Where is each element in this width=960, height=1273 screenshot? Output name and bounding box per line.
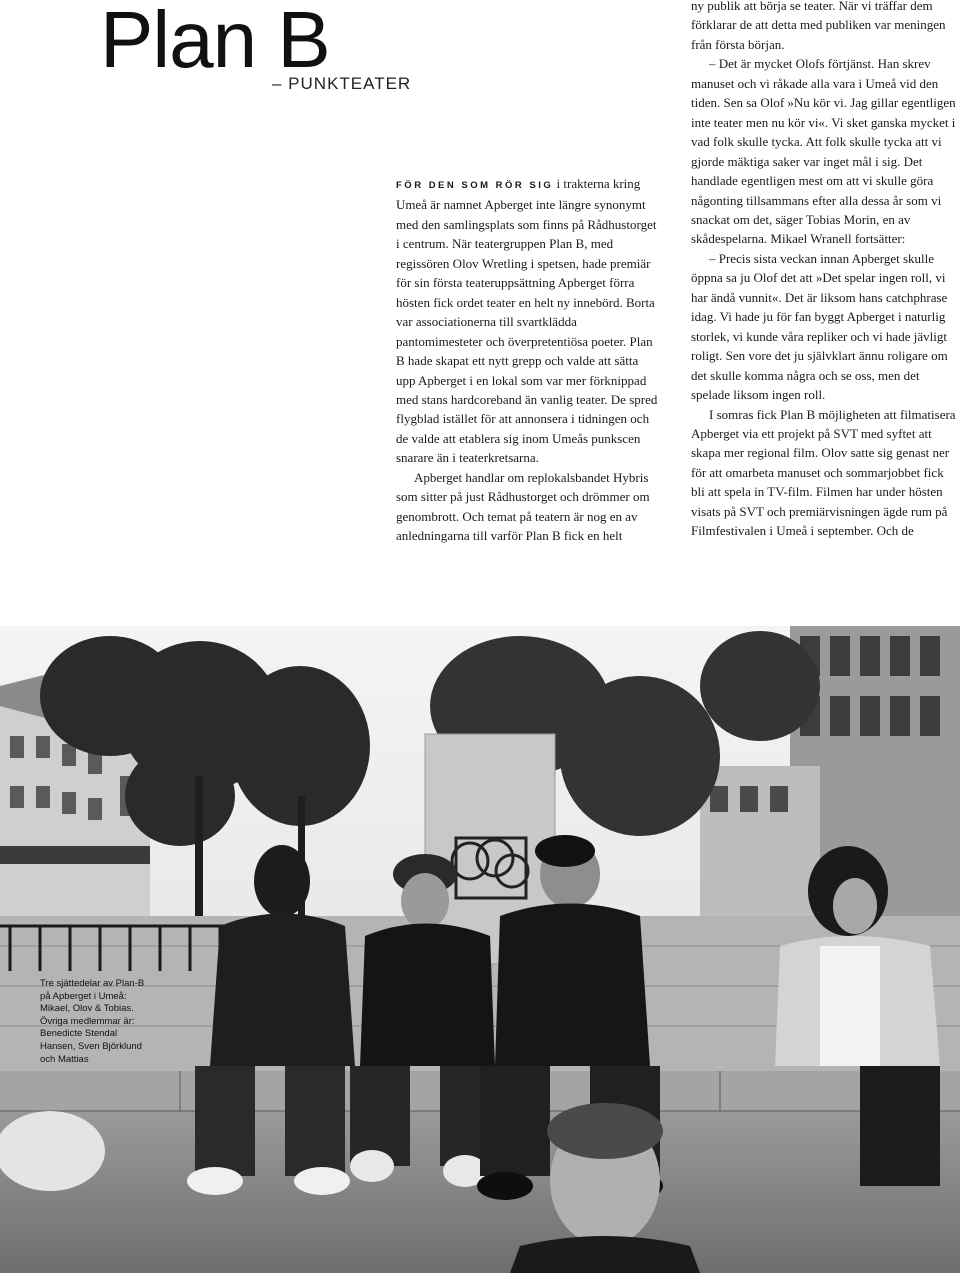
article-paragraph: – Det är mycket Olofs förtjänst. Han skrev manuset och vi råkade alla vara i Umeå vid den tiden. Sen sa Olof »Nu kör vi. Jag gillar egentligen inte teater men nu kör vi«. Vi sket ganska mycket i vad folk skulle tycka. Att folk skulle tycka att vi gjorde mäktiga saker var inget mål i sig. Det handlade egentligen mest om att vi skulle göra någonting tillsammans efter alla dessa år som vi snackat om det, säger Tobias Morin, en av skådespelarna. Mikael Wranell fortsätter: [691, 56, 956, 247]
page-title: Plan B [100, 0, 330, 84]
article-paragraph: Apberget handlar om replokalsbandet Hybris som sitter på just Rådhustorget och drömmer om genombrott. Och temat på teatern är nog en av anledningarna till varför Plan B fick en helt [396, 469, 650, 544]
paragraph-text: i trakterna kring Umeå är namnet Apberget inte längre synonymt med den samlingsplats som finns på Rådhustorget i centrum. När teatergruppen Plan B, med regissören Olov Wretling i spetsen, hade premiär för sin första teateruppsättning Apberget förra hösten fick ordet teater en helt ny innebörd. Borta var associationerna till svartklädda pantomimesteter och överpretentiösa poeter. Plan B hade skapat ett nytt grepp och valde att sätta upp Apberget i en lokal som var mer förknippad med stans hardcoreband än vanlig teater. De spred flygblad istället för att annonsera i tidningen och de valde att etablera sig inom Umeås punkscen snarare än i teaterkretsarna. [396, 176, 658, 466]
page-subtitle: – PUNKTEATER [272, 74, 412, 93]
article-column-middle [396, 174, 658, 546]
article-paragraph: – Precis sista veckan innan Apberget skulle öppna sa ju Olof det att »Det spelar ingen roll, vi har ändå vunnit«. Det är liksom hans catchphrase idag. Vi hade ju för fan byggt Apberget i naturlig storlek, vi kunde våra repliker och vi hade jävligt roligt. Sen vore det ju självklart ännu roligare om det skulle komma några och se oss, men det spelade liksom ingen roll. [691, 250, 948, 403]
article-paragraph: I somras fick Plan B möjligheten att filmatisera Apberget via ett projekt på SVT med syftet att skapa mer regional film. Olov satte sig genast ner för att omarbeta manuset och sommarjobbet fick bli att spela in TV-film. Filmen har under hösten visats på SVT och premiärvisningen ägde rum på Filmfestivalen i Umeå i september. Och de [691, 406, 956, 539]
article-paragraph: ny publik att börja se teater. När vi träffar dem förklarar de att detta med publiken var meningen från första början. [691, 0, 946, 52]
article-column-right [691, 0, 959, 541]
lead-in: FÖR DEN SOM RÖR SIG [396, 180, 554, 191]
band-photo [0, 626, 960, 1273]
photo-caption: Tre sjättedelar av Plan-B på Apberget i Umeå: Mikael, Olov & Tobias. Övriga medlemmar är: Benedicte Stendal Hansen, Sven Björklund och Mattias [40, 978, 145, 1065]
article-paragraph [396, 174, 658, 468]
